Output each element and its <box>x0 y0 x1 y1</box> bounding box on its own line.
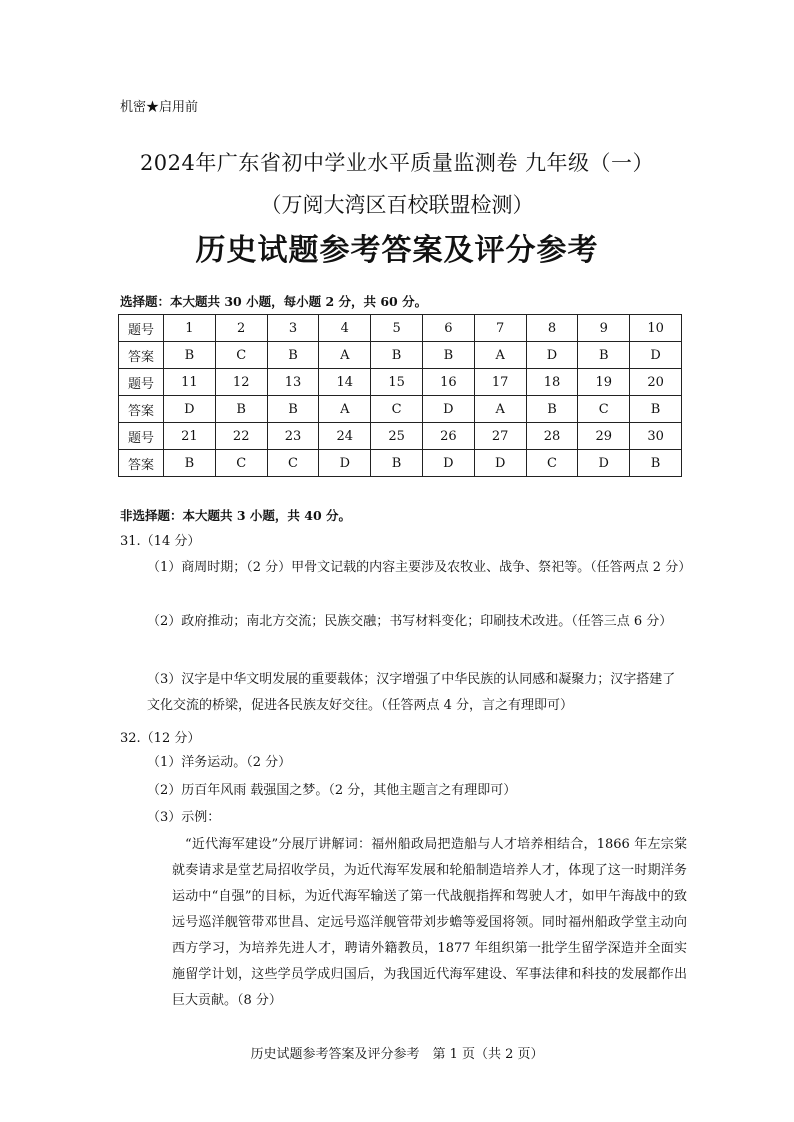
answer-cell: B <box>215 396 267 423</box>
free-response-heading: 非选择题：本大题共 3 小题，共 40 分。 <box>120 508 352 523</box>
question-number: 4 <box>319 315 371 342</box>
table-row-question-numbers <box>119 369 682 396</box>
exam-subtitle: （万阅大湾区百校联盟检测） <box>260 193 534 217</box>
question-31-title: 31.（14 分） <box>120 534 201 549</box>
question-number: 7 <box>474 315 526 342</box>
answer-cell: A <box>319 396 371 423</box>
answer-cell: D <box>578 450 630 477</box>
table-row-answers <box>119 396 682 423</box>
answer-cell: B <box>371 342 423 369</box>
question-number: 24 <box>319 423 371 450</box>
table-row-answers <box>119 342 682 369</box>
answer-cell: B <box>630 450 682 477</box>
question-number: 14 <box>319 369 371 396</box>
question-32-answer-1: （1）洋务运动。（2 分） <box>147 755 292 770</box>
question-number: 27 <box>474 423 526 450</box>
question-32-answer-2: （2）历百年风雨 载强国之梦。（2 分，其他主题言之有理即可） <box>147 783 517 798</box>
page-title: 历史试题参考答案及评分参考 <box>195 233 599 268</box>
table-row-question-numbers <box>119 315 682 342</box>
question-number: 21 <box>164 423 216 450</box>
table-row-answers <box>119 450 682 477</box>
answer-cell: D <box>526 342 578 369</box>
page-footer: 历史试题参考答案及评分参考 第 1 页（共 2 页） <box>250 1047 544 1062</box>
question-number: 23 <box>267 423 319 450</box>
answer-cell: C <box>526 450 578 477</box>
answer-label: 答案 <box>119 450 164 477</box>
question-32-answer-3: （3）示例： <box>147 810 221 825</box>
answer-cell: D <box>422 450 474 477</box>
answer-cell: C <box>215 342 267 369</box>
question-number: 13 <box>267 369 319 396</box>
question-number: 5 <box>371 315 423 342</box>
answer-label: 答案 <box>119 396 164 423</box>
question-number: 11 <box>164 369 216 396</box>
answer-cell: C <box>215 450 267 477</box>
answer-cell: C <box>371 396 423 423</box>
answer-cell: D <box>164 396 216 423</box>
question-31-answer-1: （1）商周时期；（2 分）甲骨文记载的内容主要涉及农牧业、战争、祭祀等。（任答两点 2 分） <box>147 560 692 575</box>
question-number: 9 <box>578 315 630 342</box>
question-number: 15 <box>371 369 423 396</box>
question-32-example-paragraph: “近代海军建设”分展厅讲解词：福州船政局把造船与人才培养相结合，1866 年左宗棠就奏请求是堂艺局招收学员，为近代海军发展和轮船制造培养人才，体现了这一时期洋务运动中“自强”的目标，为近代海军输送了第一代战舰指挥和驾驶人才，如甲午海战中的致远号巡洋舰管带邓世昌、定远号巡洋舰管带刘步蟾等爱国将领。同时福州船政学堂主动向西方学习，为培养先进人才，聘请外籍教员，1877 年组织第一批学生留学深造并全面实施留学计划，这些学员学成归国后，为我国近代海军建设、军事法律和科技的发展都作出巨大贡献。（8 分） <box>172 837 687 1008</box>
question-number: 20 <box>630 369 682 396</box>
question-number: 18 <box>526 369 578 396</box>
answer-cell: A <box>474 396 526 423</box>
answer-cell: B <box>267 342 319 369</box>
question-number: 16 <box>422 369 474 396</box>
question-number: 22 <box>215 423 267 450</box>
answer-cell: D <box>319 450 371 477</box>
question-number: 3 <box>267 315 319 342</box>
answer-cell: C <box>578 396 630 423</box>
question-number: 8 <box>526 315 578 342</box>
answer-cell: D <box>630 342 682 369</box>
question-number: 30 <box>630 423 682 450</box>
answer-cell: B <box>578 342 630 369</box>
answer-table <box>118 314 682 477</box>
question-number: 29 <box>578 423 630 450</box>
answer-cell: A <box>319 342 371 369</box>
question-number: 17 <box>474 369 526 396</box>
answer-cell: D <box>474 450 526 477</box>
question-number: 10 <box>630 315 682 342</box>
question-number: 2 <box>215 315 267 342</box>
answer-cell: B <box>371 450 423 477</box>
question-number: 1 <box>164 315 216 342</box>
question-number: 19 <box>578 369 630 396</box>
confidential-label: 机密★启用前 <box>120 100 199 115</box>
multiple-choice-heading: 选择题：本大题共 30 小题，每小题 2 分，共 60 分。 <box>120 294 428 309</box>
answer-cell: B <box>164 342 216 369</box>
question-32-title: 32.（12 分） <box>120 731 201 746</box>
answer-cell: B <box>267 396 319 423</box>
question-label: 题号 <box>119 315 164 342</box>
answer-cell: B <box>526 396 578 423</box>
question-31-answer-3: （3）汉字是中华文明发展的重要载体；汉字增强了中华民族的认同感和凝聚力；汉字搭建了文化交流的桥梁，促进各民族友好交往。（任答两点 4 分，言之有理即可） <box>147 672 676 713</box>
answer-cell: B <box>422 342 474 369</box>
answer-cell: B <box>164 450 216 477</box>
answer-label: 答案 <box>119 342 164 369</box>
question-number: 12 <box>215 369 267 396</box>
question-number: 25 <box>371 423 423 450</box>
question-number: 6 <box>422 315 474 342</box>
answer-cell: D <box>422 396 474 423</box>
question-label: 题号 <box>119 369 164 396</box>
question-label: 题号 <box>119 423 164 450</box>
table-row-question-numbers <box>119 423 682 450</box>
question-number: 26 <box>422 423 474 450</box>
exam-title: 2024年广东省初中学业水平质量监测卷 九年级（一） <box>139 151 655 175</box>
question-31-answer-2: （2）政府推动；南北方交流；民族交融；书写材料变化；印刷技术改进。（任答三点 6 分） <box>147 614 673 629</box>
question-number: 28 <box>526 423 578 450</box>
answer-cell: A <box>474 342 526 369</box>
answer-cell: B <box>630 396 682 423</box>
answer-cell: C <box>267 450 319 477</box>
